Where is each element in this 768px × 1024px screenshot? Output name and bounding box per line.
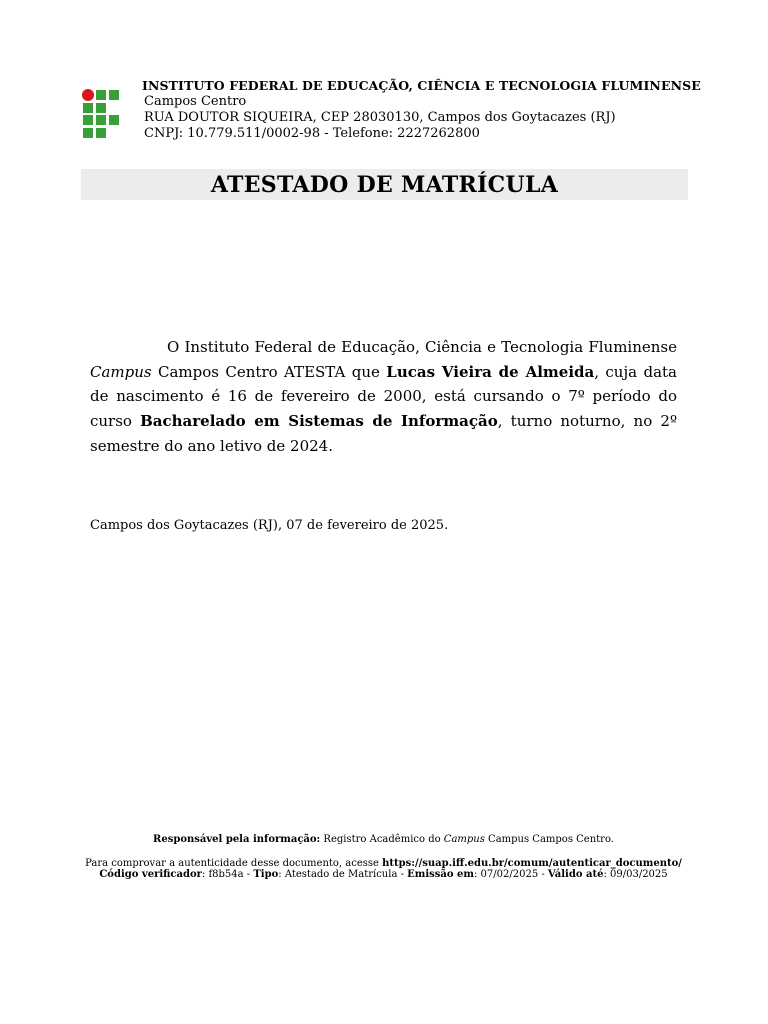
document-title-bar <box>81 169 688 200</box>
valid-value: : 09/03/2025 <box>603 869 668 880</box>
valid-label: Válido até <box>547 869 604 880</box>
code-label: Código verificador <box>99 869 202 880</box>
code-value: : f8b54a - <box>201 869 254 880</box>
certificate-paragraph <box>90 335 677 459</box>
document-title: ATESTADO DE MATRÍCULA <box>210 171 559 198</box>
responsible-campus: Campus <box>443 834 485 845</box>
verify-text: Para comprovar a autenticidade desse documento, acesse <box>85 857 383 869</box>
student-name: Lucas Vieira de Almeida <box>386 362 595 381</box>
issue-label: Emissão em <box>407 869 474 880</box>
responsible-label: Responsável pela informação: <box>153 834 321 845</box>
body-text-4: , turno noturno, no 2º semestre do ano letivo de 2024. <box>90 412 677 455</box>
place-and-date: Campos dos Goytacazes (RJ), 07 de fevereiro de 2025. <box>90 518 449 533</box>
document-footer <box>85 834 682 881</box>
body-text-2: Campos Centro ATESTA que <box>151 362 387 381</box>
issue-value: : 07/02/2025 - <box>474 869 548 880</box>
institution-name: INSTITUTO FEDERAL DE EDUCAÇÃO, CIÊNCIA E TECNOLOGIA FLUMINENSE <box>142 78 701 93</box>
verify-line <box>85 858 682 870</box>
code-line <box>85 869 682 881</box>
responsible-text: Registro Acadêmico do <box>320 834 444 845</box>
institution-address: RUA DOUTOR SIQUEIRA, CEP 28030130, Campos dos Goytacazes (RJ) <box>144 110 616 125</box>
body-text-3: , cuja data de nascimento é 16 de fevereiro de 2000, está cursando o 7º período do curso <box>90 362 677 431</box>
body-text-1: O Instituto Federal de Educação, Ciência e Tecnologia Fluminense <box>167 338 677 356</box>
responsible-tail: Campus Campos Centro. <box>484 834 614 845</box>
verify-url[interactable]: https://suap.iff.edu.br/comum/autenticar_documento/ <box>382 857 682 869</box>
letterhead <box>142 80 702 142</box>
course-name: Bacharelado em Sistemas de Informação <box>140 412 498 431</box>
institution-contact: CNPJ: 10.779.511/0002-98 - Telefone: 2227262800 <box>144 126 480 141</box>
type-label: Tipo <box>253 869 279 880</box>
campus-name: Campos Centro <box>144 94 247 109</box>
responsible-line <box>85 834 682 846</box>
campus-word: Campus <box>90 362 152 381</box>
type-value: : Atestado de Matrícula - <box>278 869 408 880</box>
ifet-logo-icon <box>82 89 122 139</box>
